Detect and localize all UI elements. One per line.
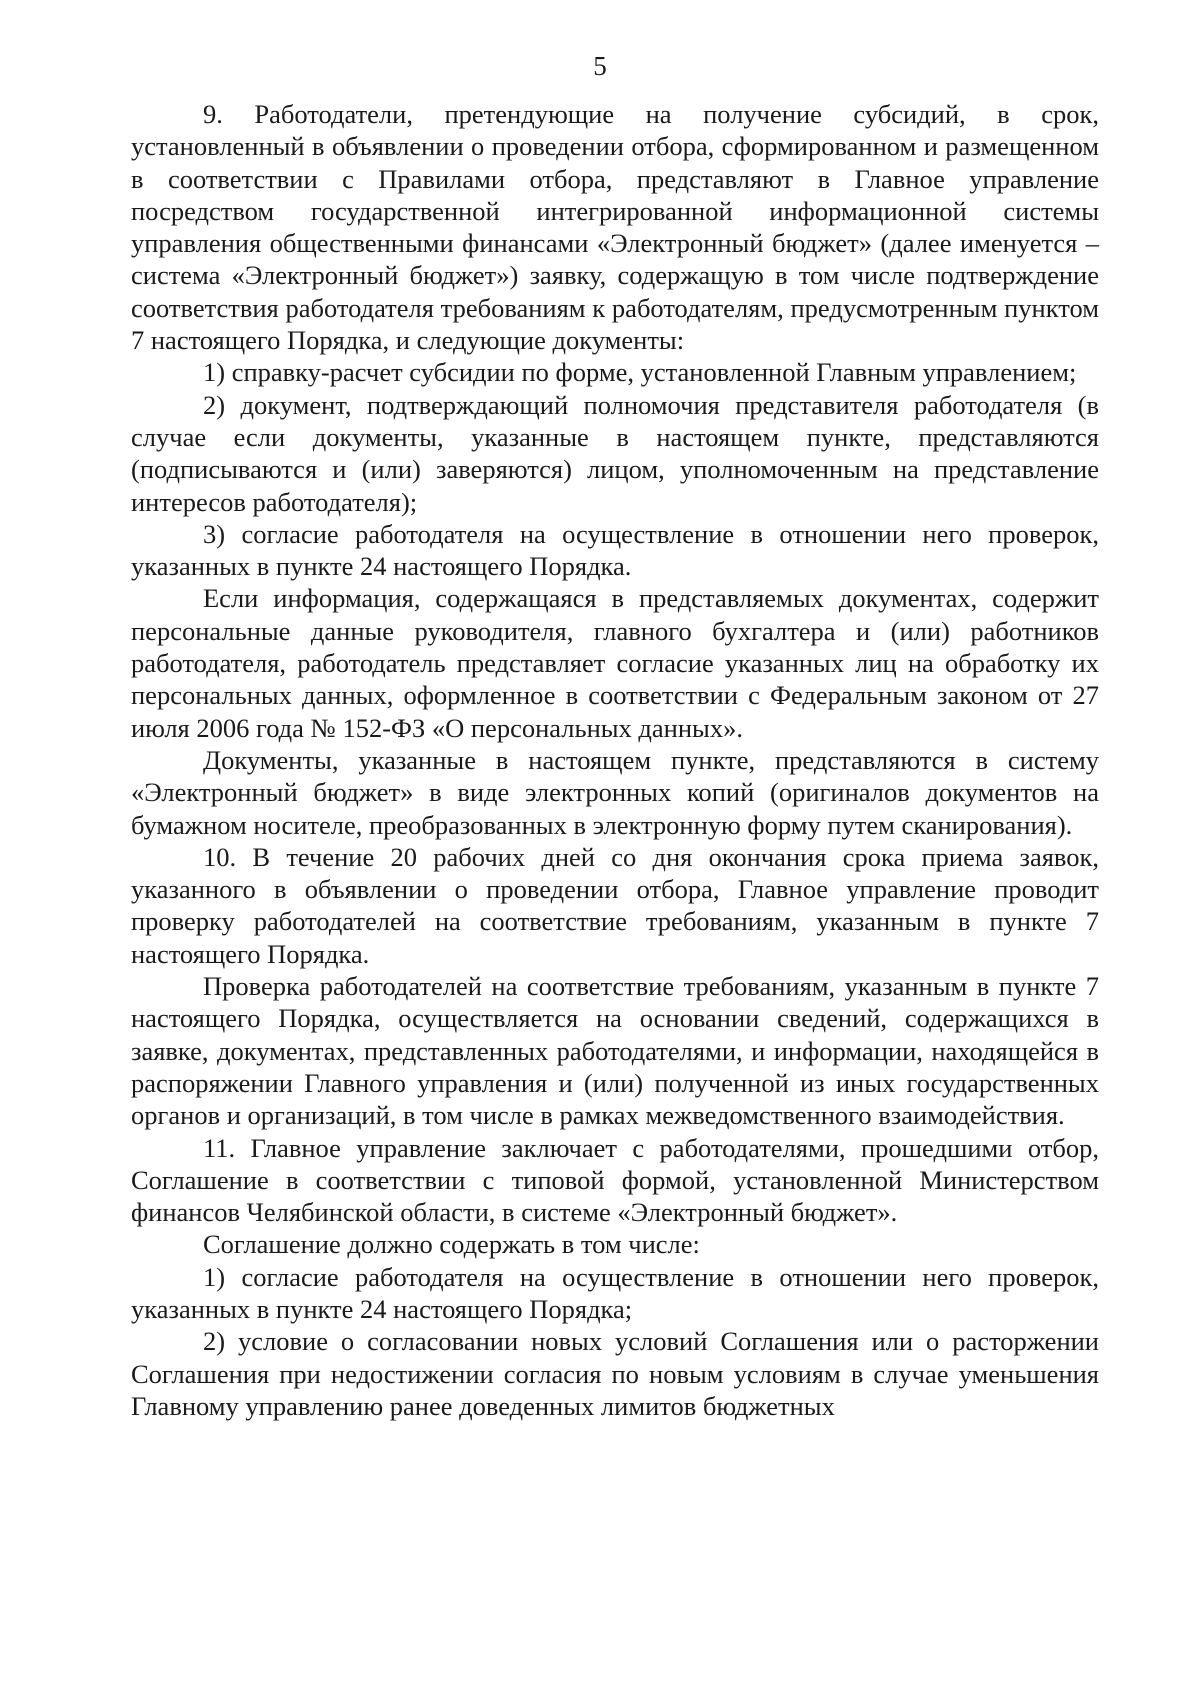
paragraph-agreement-contents: Соглашение должно содержать в том числе:	[203, 1229, 700, 1260]
paragraph-documents-submission: Документы, указанные в настоящем пункте, представляются в систему «Электронный бюджет» в виде электронных копий (оригиналов документов на бумажном носителе, преобразованных в электронную форму путем сканирования).	[131, 744, 1099, 840]
paragraph-11: 11. Главное управление заключает с работодателями, прошедшими отбор, Соглашение в соответствии с типовой формой, установленной Министерством финансов Челябинской области, в системе «Электронный бюджет».	[131, 1132, 1099, 1228]
paragraph-verification: Проверка работодателей на соответствие требованиям, указанным в пункте 7 настоящего Порядка, осуществляется на основании сведений, содержащихся в заявке, документах, представленных работодателями, и информации, находящейся в распоряжении Главного управления и (или) полученной из иных государственных органов и организаций, в том числе в рамках межведомственного взаимодействия.	[131, 971, 1099, 1131]
agreement-item-1: 1) согласие работодателя на осуществление в отношении него проверок, указанных в пункте 24 настоящего Порядка;	[131, 1261, 1099, 1324]
list-item-3: 3) согласие работодателя на осуществление в отношении него проверок, указанных в пункте 24 настоящего Порядка.	[131, 518, 1099, 582]
paragraph-9: 9. Работодатели, претендующие на получение субсидий, в срок, установленный в объявлении о проведении отбора, сформированном и размещенном в соответствии с Правилами отбора, представляют в Главное управление посредством государственной интегрированной информационной системы управления общественными финансами «Электронный бюджет» (далее именуется – система «Электронный бюджет») заявку, содержащую в том числе подтверждение соответствия работодателя требованиям к работодателям, предусмотренным пунктом 7 настоящего Порядка, и следующие документы:	[131, 99, 1099, 356]
agreement-item-2: 2) условие о согласовании новых условий Соглашения или о расторжении Соглашения при недостижении согласия по новым условиям в случае уменьшения Главному управлению ранее доведенных лимитов бюджетных	[131, 1326, 1099, 1421]
paragraph-personal-data: Если информация, содержащаяся в представляемых документах, содержит персональные данные руководителя, главного бухгалтера и (или) работников работодателя, работодатель представляет согласие указанных лиц на обработку их персональных данных, оформленное в соответствии с Федеральным законом от 27 июля 2006 года № 152-ФЗ «О персональных данных».	[131, 583, 1099, 743]
paragraph-10: 10. В течение 20 рабочих дней со дня окончания срока приема заявок, указанного в объявлении о проведении отбора, Главное управление проводит проверку работодателей на соответствие требованиям, указанным в пункте 7 настоящего Порядка.	[131, 841, 1099, 969]
list-item-2: 2) документ, подтверждающий полномочия представителя работодателя (в случае если документы, указанные в настоящем пункте, представляются (подписываются и (или) заверяются) лицом, уполномоченным на представление интересов работодателя);	[131, 389, 1099, 517]
page-number: 5	[593, 51, 607, 81]
list-item-1: 1) справку-расчет субсидии по форме, установленной Главным управлением;	[203, 357, 1077, 388]
document-body	[131, 98, 1099, 1422]
